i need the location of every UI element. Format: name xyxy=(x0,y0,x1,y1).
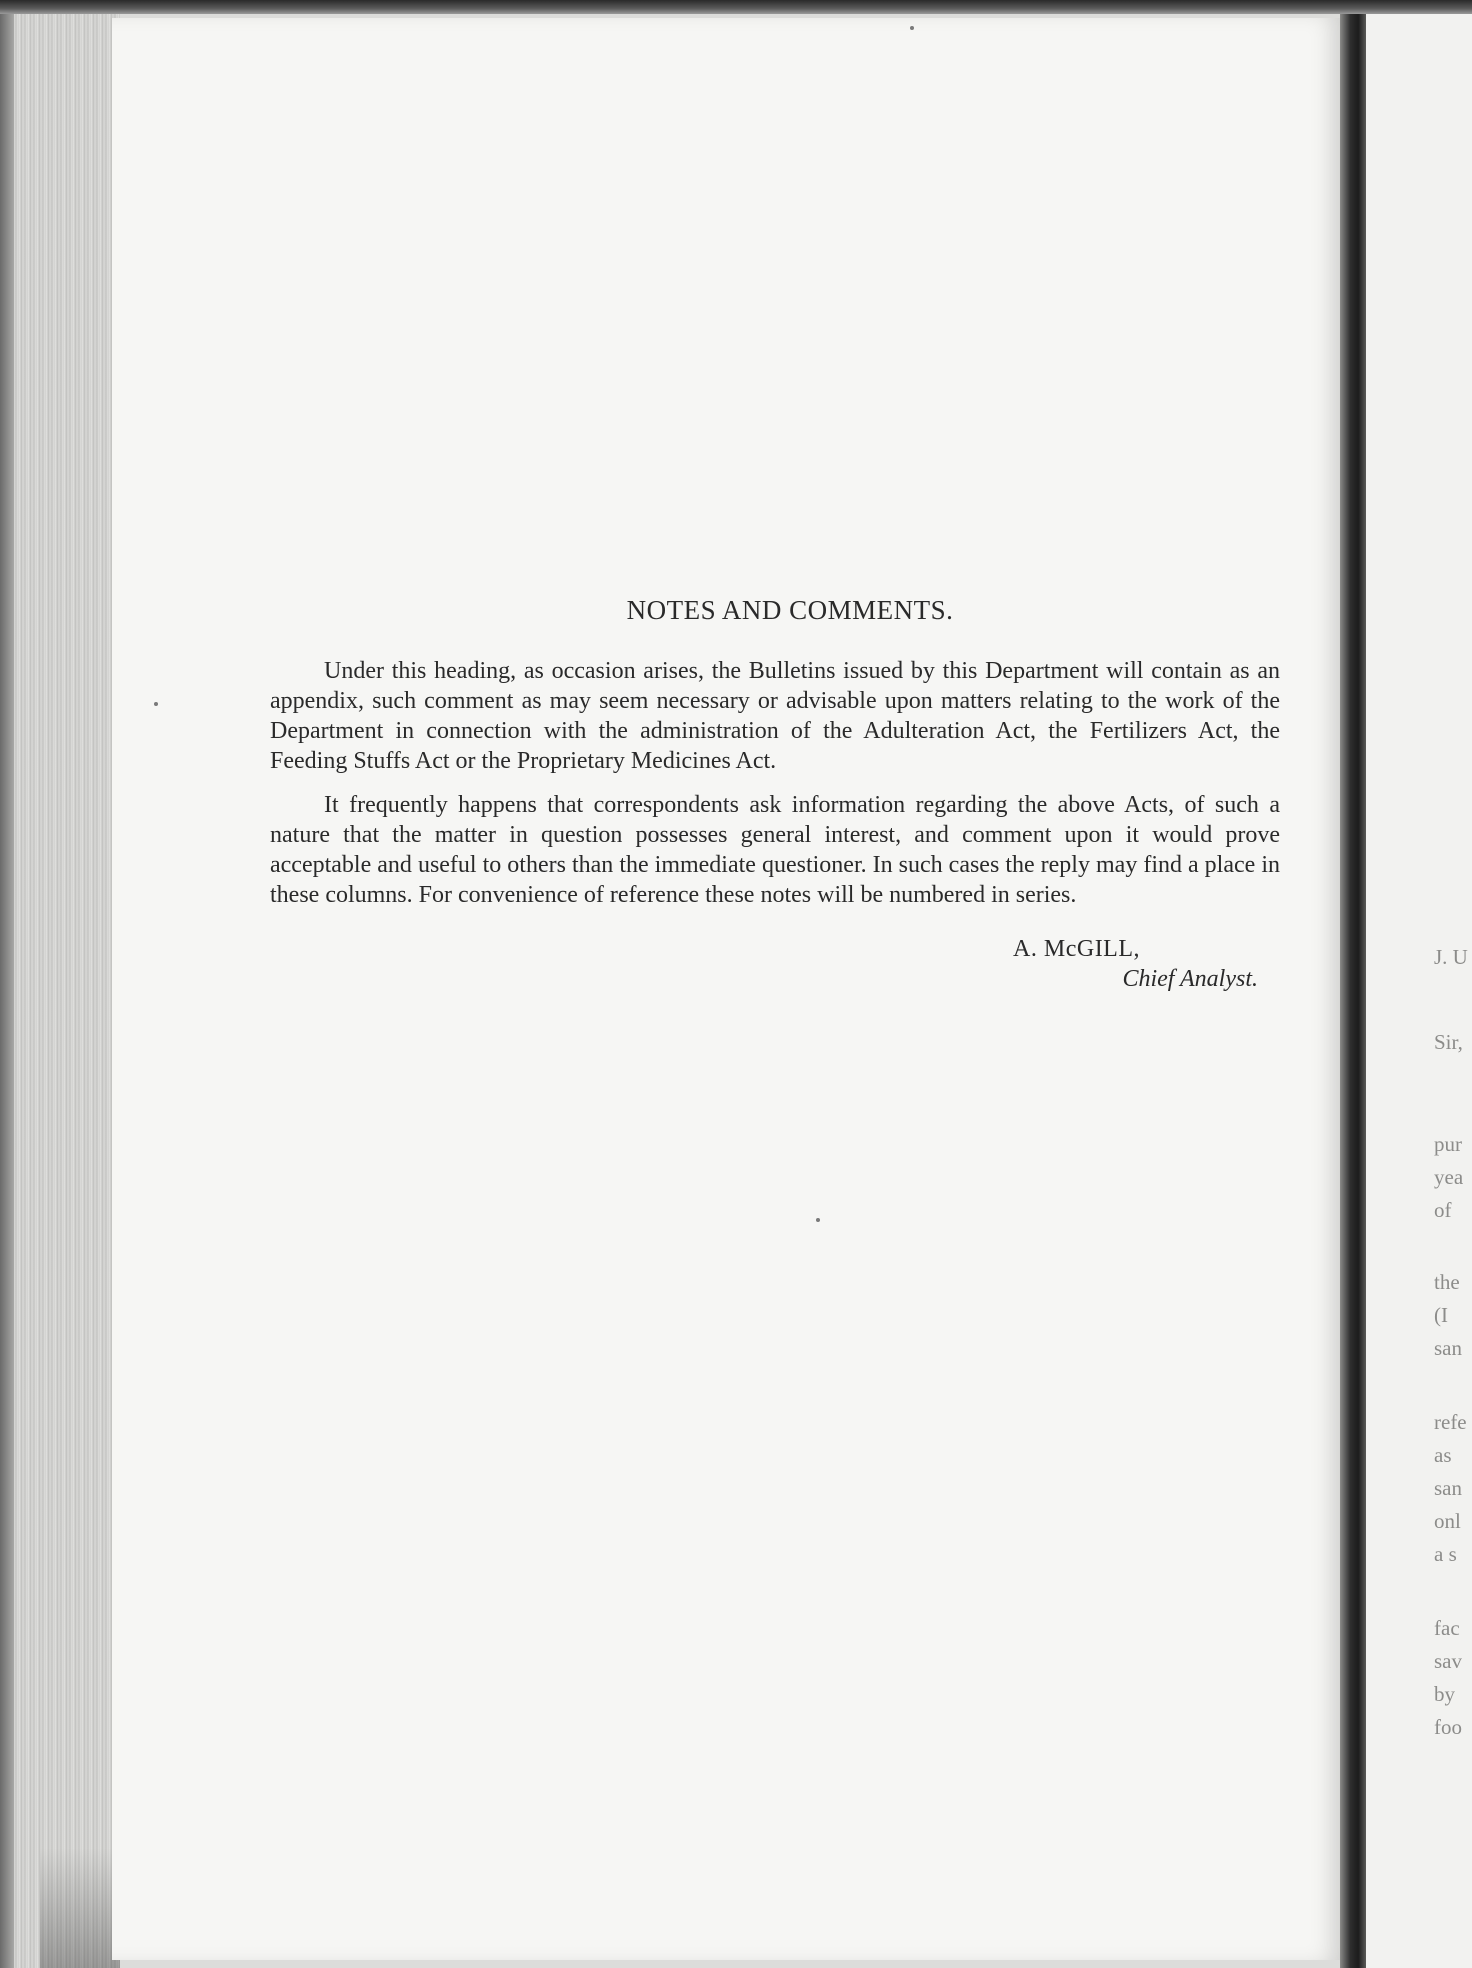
page-edges xyxy=(0,14,120,1968)
dust-speck xyxy=(154,702,158,706)
facing-page-fragment: a s xyxy=(1434,1542,1457,1566)
facing-page-fragment: as xyxy=(1434,1443,1452,1467)
signature-block xyxy=(270,934,1280,994)
facing-page-fragment: san xyxy=(1434,1476,1462,1500)
facing-page-fragment: by xyxy=(1434,1682,1455,1706)
facing-page-fragment: (I xyxy=(1434,1303,1448,1327)
facing-page-fragment: san xyxy=(1434,1336,1462,1360)
dust-speck xyxy=(910,26,914,30)
signature-name: A. McGILL, xyxy=(1013,936,1140,962)
facing-page-fragment: yea xyxy=(1434,1165,1464,1189)
facing-page-fragment: onl xyxy=(1434,1509,1461,1533)
top-shadow xyxy=(0,0,1472,14)
facing-page-fragment: Sir, xyxy=(1434,1030,1463,1054)
facing-page-fragment: foo xyxy=(1434,1715,1462,1739)
paragraph-1: Under this heading, as occasion arises, the Bulletins issued by this Department will contain as an appendix, such comment as may seem necessary or advisable upon matters relating to the work of the Department in connection with the administration of the Adulteration Act, the Fertilizers Act, the Feeding Stuffs Act or the Proprietary Medicines Act. xyxy=(270,658,1280,774)
facing-page-fragment: of xyxy=(1434,1198,1452,1222)
facing-page-fragment: J. U xyxy=(1434,945,1468,969)
facing-page-fragment: refe xyxy=(1434,1410,1467,1434)
dust-speck xyxy=(816,1218,820,1222)
facing-page-fragment: the xyxy=(1434,1270,1460,1294)
facing-page-fragment: sav xyxy=(1434,1649,1462,1673)
facing-page xyxy=(1366,14,1472,1968)
page-content xyxy=(270,595,1280,994)
facing-page-fragment: fac xyxy=(1434,1616,1460,1640)
section-title: NOTES AND COMMENTS. xyxy=(626,595,954,625)
facing-page-fragment: pur xyxy=(1434,1132,1462,1156)
paragraph-2: It frequently happens that correspondents ask information regarding the above Acts, of such a nature that the matter in question possesses general interest, and comment upon it would prove acceptable and useful to others than the immediate questioner. In such cases the reply may find a place in these columns. For convenience of reference these notes will be numbered in series. xyxy=(270,792,1280,908)
signature-title: Chief Analyst. xyxy=(1122,966,1258,992)
book-gutter xyxy=(1340,14,1366,1968)
